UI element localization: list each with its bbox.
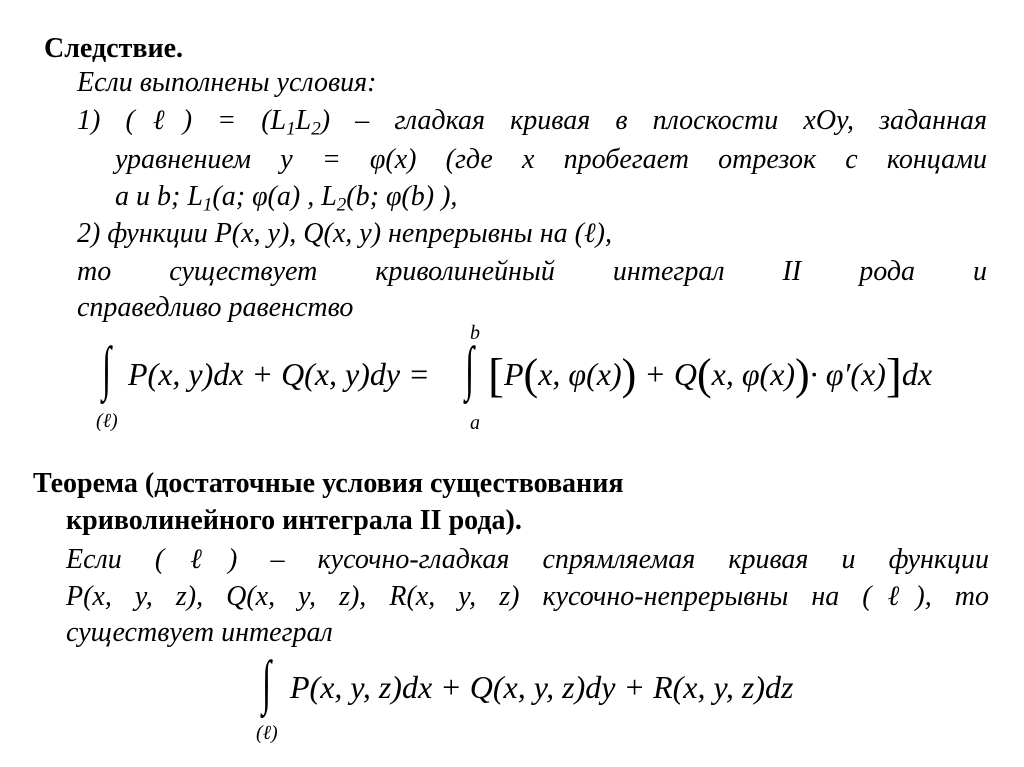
integral-upper-limit: b	[470, 322, 480, 344]
theorem-title-line-2: криволинейного интеграла II рода).	[66, 505, 522, 536]
integral-limit-curve: (ℓ)	[96, 410, 118, 432]
formula-right-side: [P(x, φ(x)) + Q(x, φ(x))· φ′(x)]dx	[488, 349, 933, 402]
theorem-title-line-1: Теорема (достаточные условия существования	[33, 468, 624, 499]
theorem-integral-limit-curve: (ℓ)	[256, 722, 278, 744]
theorem-body-line-3: существует интеграл	[66, 617, 333, 648]
theorem-body-line-1: Если (ℓ) – кусочно-гладкая спрямляемая кривая и функции	[66, 544, 989, 575]
integral-sign-line: ∫	[102, 335, 112, 401]
condition-2: 2) функции P(x, y), Q(x, y) непрерывны на (ℓ),	[77, 218, 612, 249]
theorem-integral-sign: ∫	[262, 649, 272, 715]
theorem-formula: P(x, y, z)dx + Q(x, y, z)dy + R(x, y, z)dz	[290, 669, 794, 705]
condition-1-line-1: 1) (ℓ) = $(L_1L_2)$ – гладкая кривая в плоскости xOy, заданная	[77, 105, 987, 140]
integral-sign-definite: ∫	[465, 335, 475, 401]
corollary-intro: Если выполнены условия:	[77, 67, 377, 98]
formula-left-side: P(x, y)dx + Q(x, y)dy =	[128, 356, 430, 392]
conclusion-line-1: то существует криволинейный интеграл II рода и	[77, 256, 987, 287]
condition-1-line-3: a и b; $L_1(a$; φ(a) , $L_2(b$; φ(b) ),	[115, 181, 458, 216]
condition-1-line-2: уравнением y = φ(x) (где x пробегает отрезок с концами	[115, 144, 987, 175]
conclusion-line-2: справедливо равенство	[77, 292, 354, 323]
corollary-title: Следствие.	[44, 33, 184, 64]
integral-lower-limit: a	[470, 412, 480, 434]
theorem-body-line-2: P(x, y, z), Q(x, y, z), R(x, y, z) кусочно-непрерывны на (ℓ), то	[66, 581, 989, 612]
